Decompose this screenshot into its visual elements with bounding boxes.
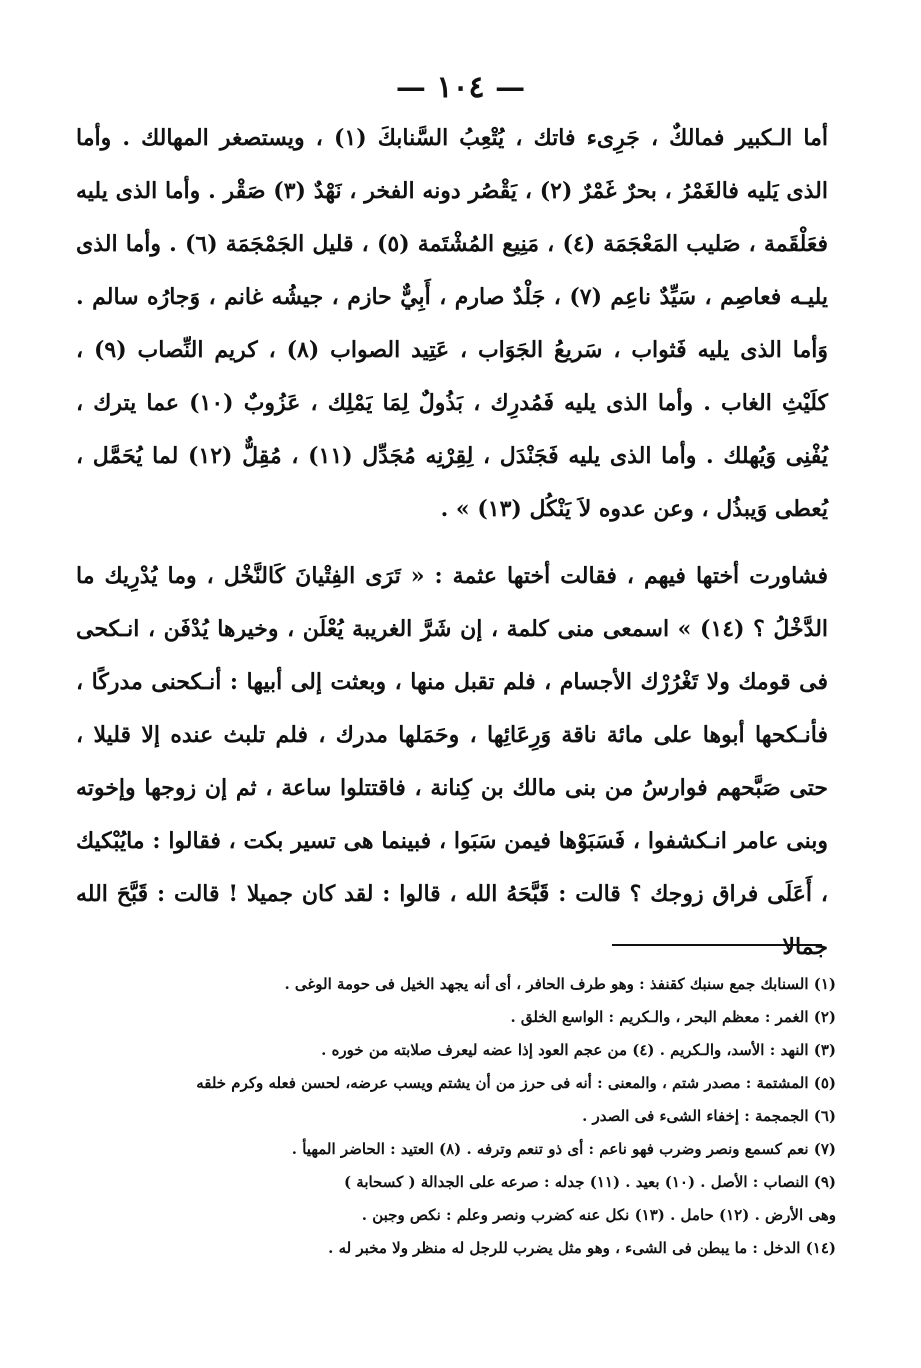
page-number: — ١٠٤ — — [395, 70, 526, 105]
footnote-divider — [612, 944, 822, 946]
paragraph-1: أما الـكبير فمالكٌ ، جَرِىء فاتك ، يُتْعِبُ السَّنابكَ (١) ، ويستصغر المهالك . وأما الذى يَليه فالغَمْرُ ، بحرٌ غَمْرٌ (٢) ، يَقْصُر دونه الفخر ، نَهْدٌ (٣) صَقْر . وأما الذى يليه فعَلْقَمة ، صَليب المَعْجَمَة (٤) ، مَنِيع المُشْتَمة (٥) ، قليل الجَمْجَمَة (٦) . وأما الذى يليـه فعاصِم ، سَيِّدٌ ناعِم (٧) ، جَلْدٌ صارم ، أَبِيٌّ حازم ، جيشُه غانم ، وَجارُه سالم . وَأما الذى يليه فَثواب ، سَريعُ الجَوَاب ، عَتِيد الصواب (٨) ، كريم النِّصاب (٩) ، كلَيْثِ الغاب . وأما الذى يليه فَمُدرِك ، بَذُولٌ لِمَا يَمْلِك ، عَزُوبٌ (١٠) عما يترك ، يُفْنِى وَيُهلك . وأما الذى يليه فَجَنْدَل ، لِقِرْنِه مُجَدِّل (١١) ، مُقِلٌّ (١٢) لما يُحَمَّل ، يُعطى وَيبذُل ، وعن عدوه لاَ يَنْكُل (١٣) » . — [76, 125, 829, 522]
footnote-line: (٩) النصاب : الأصل . (١٠) بعيد . (١١) جدله : صرعه على الجدالة ( كسحابة ) — [343, 1173, 836, 1191]
footnote-line: (٣) النهد : الأسد، والـكريم . (٤) من عجم العود إذا عضه ليعرف صلابته من خوره . — [321, 1041, 836, 1059]
footnote-line: (٧) نعم كسمع ونصر وضرب فهو ناعم : أى ذو تنعم وترفه . (٨) العتيد : الحاضر المهيأ . — [291, 1140, 836, 1158]
paragraph-2: فشاورت أختها فيهم ، فقالت أختها عثمة : « تَرَى الفِتْيانَ كَالنَّخْل ، وما يُدْرِيك ما الدَّخْلُ ؟ (١٤) » اسمعى منى كلمة ، إن شَرَّ الغريبة يُعْلَن ، وخيرها يُدْفَن ، انـكحى فى قومك ولا تَغْرُرْك الأجسام ، فلم تقبل منها ، وبعثت إلى أبيها : أنـكحنى مدركًا ، فأنـكحها أبوها على مائة ناقة وَرِعَائِها ، وحَمَلها مدرك ، فلم تلبث عنده إلا قليلا ، حتى صَبَّحهم فوارسُ من بنى مالك بن كِنانة ، فاقتتلوا ساعة ، ثم إن زوجها وإخوته وبنى عامر انـكشفوا ، فَسَبَوْها فيمن سَبَوا ، فبينما هى تسير بكت ، فقالوا : مايُبْكيك ، أَعَلَى فراق زوجك ؟ قالت : قَبَّحَهُ الله ، قالوا : لقد كان جميلا ! قالت : قَبَّحَ الله جمالا — [76, 563, 829, 960]
main-text — [76, 112, 828, 974]
footnote-line: (٦) الجمجمة : إخفاء الشىء فى الصدر . — [582, 1107, 836, 1125]
footnote-line: (٢) الغمر : معظم البحر ، والـكريم : الواسع الخلق . — [510, 1008, 836, 1026]
footnote-line: (٥) المشتمة : مصدر شتم ، والمعنى : أنه فى حرز من أن يشتم ويسب عرضه، لحسن فعله وكرم خلقه — [196, 1074, 836, 1092]
footnote-line: (١) السنابك جمع سنبك كقنفذ : وهو طرف الحافر ، أى أنه يجهد الخيل فى حومة الوغى . — [284, 975, 836, 993]
footnote-line: وهى الأرض . (١٢) حامل . (١٣) نكل عنه كضرب ونصر وعلم : نكص وجبن . — [361, 1206, 836, 1224]
footnotes — [76, 968, 836, 1265]
footnote-line: (١٤) الدخل : ما يبطن فى الشىء ، وهو مثل يضرب للرجل له منظر ولا مخبر له . — [328, 1239, 836, 1257]
